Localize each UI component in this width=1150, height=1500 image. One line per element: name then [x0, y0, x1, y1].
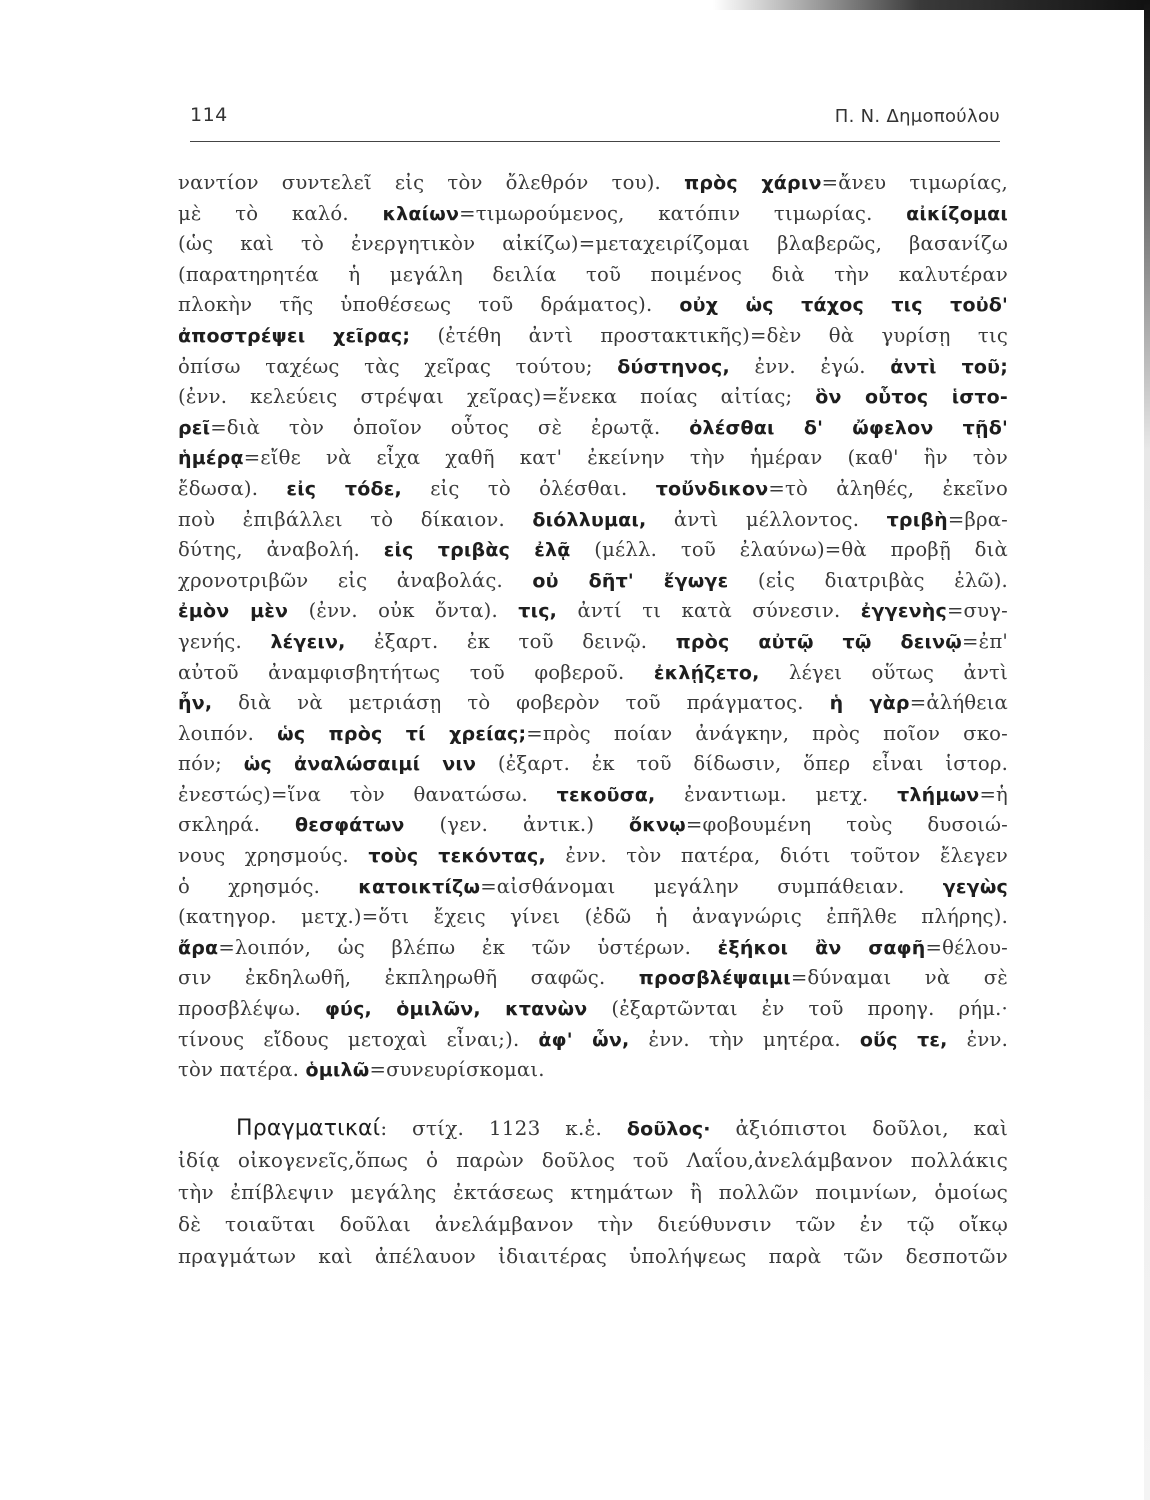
text-run: (ὡς καὶ τὸ ἐνεργητικὸν αἰκίζω)=μεταχειρίζομαι βλαβερῶς, βασανίζω: [178, 232, 1008, 256]
headword: ὡς ἀναλώσαιμί νιν: [243, 753, 477, 776]
headword: ὄκνῳ: [629, 814, 686, 837]
headword: λέγειν,: [270, 630, 346, 653]
headword: ἦν,: [178, 692, 213, 715]
headword: θεσφάτων: [295, 814, 405, 837]
text-run: χρονοτριβῶν εἰς ἀναβολάς.: [178, 568, 533, 592]
headword: ἐμὸν μὲν: [178, 600, 289, 623]
headword: οὐ δῆτ' ἔγωγε: [532, 569, 729, 592]
headword: τριβὴ: [886, 508, 948, 531]
text-run: πλοκὴν τῆς ὑποθέσεως τοῦ δράματος).: [178, 293, 680, 317]
text-run: τὸν πατέρα.: [178, 1058, 306, 1082]
text-run: =διὰ τὸν ὁποῖον οὗτος σὲ ἐρωτᾷ.: [210, 415, 690, 439]
text-run: =θέλου-: [925, 935, 1008, 959]
text-line: [178, 719, 1008, 750]
text-line: [178, 199, 1008, 230]
text-run: ἐναντιωμ. μετχ.: [655, 782, 898, 806]
scan-edge-right: [1144, 0, 1150, 1500]
text-line: δὲ τοιαῦται δοῦλαι ἀνελάμβανον τὴν διεύθυνσιν τῶν ἐν τῷ οἴκῳ: [178, 1211, 1008, 1236]
text-run: ποὺ ἐπιβάλλει τὸ δίκαιον.: [178, 507, 533, 531]
headword: ὡς πρὸς τί χρείας;: [277, 722, 527, 745]
running-head: Π. Ν. Δημοπούλου: [834, 106, 1000, 127]
text-run: (εἰς διατριβὰς ἐλῶ).: [728, 568, 1008, 592]
headword: εἰς τόδε,: [286, 477, 402, 500]
text-run: =βρα-: [947, 507, 1008, 531]
text-run: ἐνν. τὴν μητέρα.: [629, 1027, 860, 1051]
headword: ρεῖ: [178, 416, 211, 439]
headword: γεγὼς: [942, 875, 1009, 898]
text-line: [178, 688, 1008, 719]
headword: ἄρα: [178, 936, 219, 959]
text-run: =τὸ ἀληθές, ἐκεῖνο: [768, 476, 1008, 500]
body-text: [178, 168, 1008, 1272]
text-run: ἐνν.: [947, 1027, 1009, 1051]
text-run: εἰς τὸ ὀλέσθαι.: [401, 476, 656, 500]
headword: πρὸς χάριν: [684, 172, 822, 194]
text-run: ἐνν. ἐγώ.: [729, 354, 891, 378]
text-line: [178, 902, 1008, 933]
text-run: =φοβουμένη τοὺς δυσοιώ-: [685, 813, 1008, 837]
text-run: =δύναμαι νὰ σὲ: [790, 966, 1008, 990]
text-line: [178, 566, 1008, 597]
headword: πρὸς αὐτῷ τῷ δεινῷ: [675, 630, 962, 653]
headword: ἡ γὰρ: [829, 692, 910, 715]
text-run: ἀντὶ μέλλοντος.: [646, 507, 887, 531]
text-line: [178, 810, 1008, 841]
headword: ἐκλῄζετο,: [653, 661, 760, 684]
text-run: =τιμωρούμενος, κατόπιν τιμωρίας.: [459, 201, 907, 225]
text-run: ἐνν. τὸν πατέρα, διότι τοῦτον ἔλεγεν: [545, 844, 1009, 868]
text-line: [178, 382, 1008, 413]
text-run: (παρατηρητέα ἡ μεγάλη δειλία τοῦ ποιμένος διὰ τὴν καλυτέραν: [178, 262, 1008, 286]
text-run: =ἐπ': [962, 629, 1008, 653]
headword: κατοικτίζω: [358, 875, 481, 898]
text-run: =συγ-: [946, 599, 1008, 623]
headword: ἀφ' ὧν,: [538, 1028, 630, 1051]
text-run: προσβλέψω.: [178, 997, 325, 1021]
headword: κλαίων: [382, 202, 460, 225]
header-rule: [190, 141, 1000, 142]
text-run: (ἐνν. κελεύεις στρέψαι χεῖρας)=ἕνεκα ποίας αἰτίας;: [178, 385, 816, 409]
text-run: =λοιπόν, ὡς βλέπω ἐκ τῶν ὑστέρων.: [218, 935, 718, 959]
headword: ἀποστρέψει χεῖρας;: [178, 324, 411, 347]
text-line: [178, 505, 1008, 536]
headword: εἰς τριβὰς ἐλᾷ: [383, 539, 571, 562]
text-line: [178, 352, 1008, 383]
text-run: =ἄνευ τιμωρίας,: [821, 171, 1008, 194]
text-run: διὰ νὰ μετριάσῃ τὸ φοβερὸν τοῦ πράγματος.: [212, 691, 830, 715]
commentary-paragraph: [178, 168, 1008, 1086]
text-line: [178, 1055, 1008, 1086]
headword: τλήμων: [897, 783, 980, 806]
text-line: πραγμάτων καὶ ἀπέλαυον ἰδιαιτέρας ὑπολήψεως παρὰ τῶν δεσποτῶν: [178, 1243, 1008, 1268]
headword: δύστηνος,: [617, 355, 730, 378]
text-run: (ἐξαρτ. ἐκ τοῦ δίδωσιν, ὅπερ εἶναι ἱστορ.: [476, 752, 1009, 776]
text-run: ἀντί τι κατὰ σύνεσιν.: [557, 599, 861, 623]
text-run: =αἰσθάνομαι μεγάλην συμπάθειαν.: [480, 874, 943, 898]
text-run: ἐνεστώς)=ἵνα τὸν θανατώσω.: [178, 782, 557, 806]
headword: τοὔνδικον: [655, 477, 769, 500]
text-line: [178, 290, 1008, 321]
headword: προσβλέψαιμι: [638, 967, 791, 990]
text-run: δύτης, ἀναβολή.: [178, 538, 384, 562]
text-line: [178, 168, 1008, 199]
text-line: [178, 994, 1008, 1025]
headword: ὀλέσθαι δ' ὤφελον τῇδ': [689, 416, 1008, 439]
headword: διόλλυμαι,: [532, 508, 647, 531]
paragraph-gap: [178, 1086, 1008, 1112]
text-run: πόν;: [178, 752, 244, 776]
page-header: [190, 100, 1000, 140]
text-run: (ἐτέθη ἀντὶ προστακτικῆς)=δὲν θὰ γυρίσῃ τις: [410, 323, 1008, 347]
text-line: [178, 872, 1008, 903]
text-run: =ἀλήθεια: [909, 691, 1008, 715]
page-number: 114: [190, 104, 228, 126]
text-line: τὴν ἐπίβλεψιν μεγάλης ἐκτάσεως κτημάτων ἢ πολλῶν ποιμνίων, ὁμοίως: [178, 1179, 1008, 1204]
headword: ὁμιλῶ: [305, 1059, 370, 1082]
text-run: (ἐξαρτῶνται ἐν τοῦ προηγ. ρήμ.·: [587, 997, 1008, 1021]
headword: ἐξήκοι ἂν σαφῆ: [717, 936, 926, 959]
text-run: ἀξιόπιστοι δοῦλοι, καὶ: [710, 1115, 1008, 1140]
text-run: =συνευρίσκομαι.: [369, 1058, 545, 1082]
headword: τις,: [518, 600, 558, 623]
text-line: [178, 535, 1008, 566]
text-line: [178, 627, 1008, 658]
headword: ἐγγενὴς: [860, 600, 947, 623]
text-run: =πρὸς ποίαν ἀνάγκην, πρὸς ποῖον σκο-: [526, 721, 1008, 745]
text-run: αὐτοῦ ἀναμφισβητήτως τοῦ φοβεροῦ.: [178, 660, 654, 684]
text-run: λέγει οὕτως ἀντὶ: [759, 660, 1008, 684]
text-line: [178, 474, 1008, 505]
text-line: [178, 443, 1008, 474]
headword: τεκοῦσα,: [556, 783, 656, 806]
text-line: [178, 1112, 1008, 1144]
headword: οὐχ ὡς τάχος τις τοὐδ': [679, 294, 1008, 317]
text-run: ναντίον συντελεῖ εἰς τὸν ὄλεθρόν του).: [178, 171, 685, 194]
text-line: [178, 229, 1008, 260]
text-line: [178, 260, 1008, 291]
text-line: [178, 749, 1008, 780]
section-heading: Πραγματικαί: [236, 1115, 381, 1141]
text-run: (μέλλ. τοῦ ἐλαύνω)=θὰ προβῇ διὰ: [570, 538, 1008, 562]
text-run: =ἡ: [979, 782, 1008, 806]
text-run: ὁ χρησμός.: [178, 874, 359, 898]
realia-paragraph: [178, 1112, 1008, 1272]
text-run: μὲ τὸ καλό.: [178, 201, 383, 225]
text-run: ὀπίσω ταχέως τὰς χεῖρας τούτου;: [178, 354, 618, 378]
headword: ἀντὶ τοῦ;: [890, 355, 1009, 378]
text-line: [178, 1025, 1008, 1056]
text-line: [178, 963, 1008, 994]
text-run: =εἴθε νὰ εἶχα χαθῆ κατ' ἐκείνην τὴν ἡμέραν (καθ' ἣν τὸν: [243, 446, 1008, 470]
text-run: νους χρησμούς.: [178, 844, 369, 868]
text-line: [178, 413, 1008, 444]
text-run: (γεν. ἀντικ.): [404, 813, 630, 837]
text-line: [178, 780, 1008, 811]
text-run: ἐξαρτ. ἐκ τοῦ δεινῷ.: [345, 629, 676, 653]
text-line: [178, 321, 1008, 352]
headword: ἡμέρᾳ: [178, 447, 244, 470]
text-run: (κατηγορ. μετχ.)=ὅτι ἔχεις γίνει (ἐδῶ ἡ ἀναγνώρις ἐπῆλθε πλήρης).: [178, 905, 1008, 929]
text-run: ἔδωσα).: [178, 476, 287, 500]
text-line: ἰδίᾳ οἰκογενεῖς,ὅπως ὁ παρὼν δοῦλος τοῦ Λαΐου,ἀνελάμβανον πολλάκις: [178, 1147, 1008, 1172]
headword: αἰκίζομαι: [906, 202, 1008, 225]
headword: τοὺς τεκόντας,: [368, 845, 546, 868]
text-line: [178, 841, 1008, 872]
headword: οὕς τε,: [859, 1028, 948, 1051]
headword: φύς, ὁμιλῶν, κτανὼν: [324, 998, 588, 1021]
text-line: [178, 933, 1008, 964]
text-run: λοιπόν.: [178, 721, 278, 745]
text-run: τίνους εἴδους μετοχαὶ εἶναι;).: [178, 1027, 539, 1051]
headword: δοῦλος·: [626, 1117, 711, 1140]
text-run: γενής.: [178, 629, 271, 653]
text-run: (ἐνν. οὐκ ὄντα).: [288, 599, 519, 623]
text-run: σιν ἐκδηλωθῆ, ἐκπληρωθῆ σαφῶς.: [178, 966, 639, 990]
scan-edge-top: [0, 0, 1150, 10]
text-line: [178, 658, 1008, 689]
text-run: σκληρά.: [178, 813, 296, 837]
text-line: [178, 596, 1008, 627]
headword: ὃν οὗτος ἱστο-: [815, 386, 1008, 409]
text-run: : στίχ. 1123 κ.ἑ.: [380, 1115, 627, 1140]
